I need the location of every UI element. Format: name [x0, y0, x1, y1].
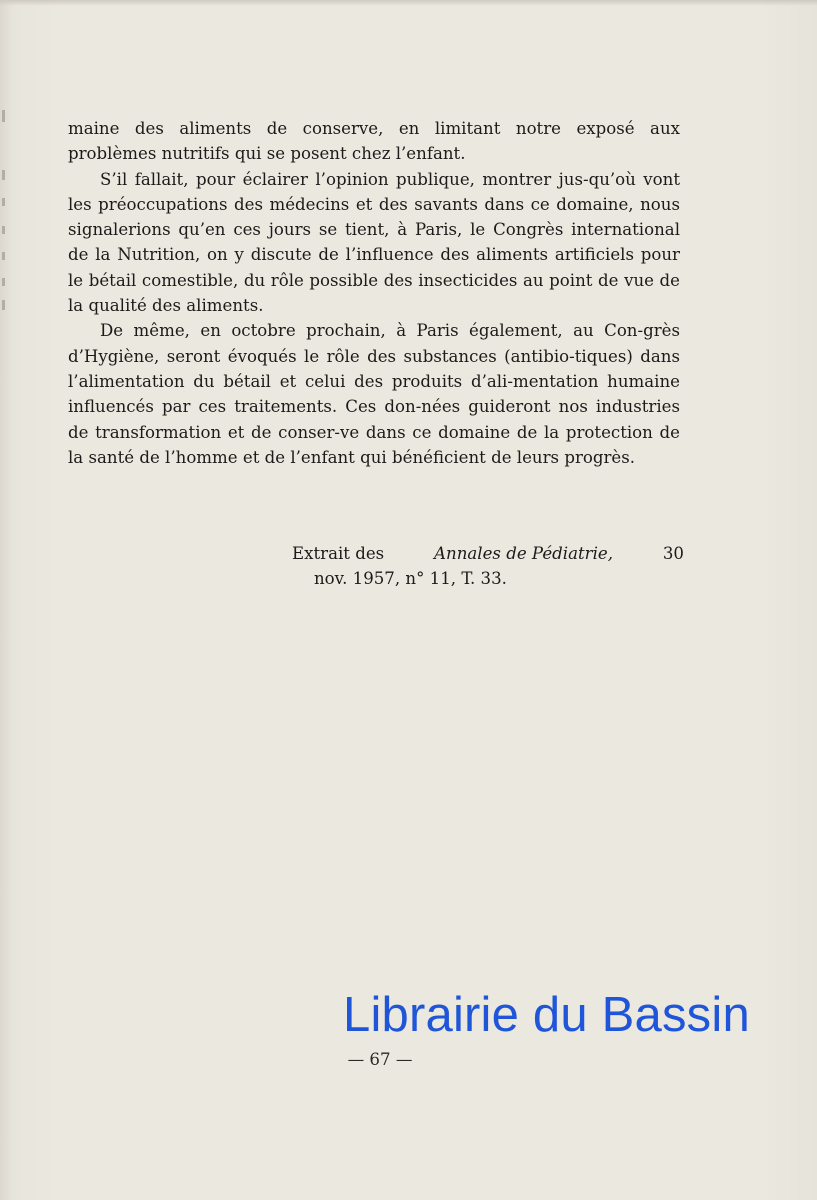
page-number: — 67 —	[347, 1050, 413, 1069]
citation-prefix: Extrait des	[292, 544, 385, 563]
seller-watermark: Librairie du Bassin	[343, 988, 750, 1042]
paragraph-nutrition-congress: S’il fallait, pour éclairer l’opinion publique, montrer jus-qu’où vont les préoccupations des médecins et des savants dans ce domaine, nous signalerions qu’en ces jours se tient, à Paris, le Congrès international de la Nutrition, on y discute de l’influence des aliments artificiels pour le bétail comestible, du rôle possible des insecticides au point de vue de la qualité des aliments.	[68, 169, 680, 316]
paragraph-continuation: maine des aliments de conserve, en limitant notre exposé aux problèmes nutritifs qui se posent chez l’enfant.	[68, 119, 680, 164]
page-top-shadow	[0, 0, 817, 6]
paragraph-hygiene-congress: De même, en octobre prochain, à Paris également, au Con-grès d’Hygiène, seront évoqués le rôle des substances (antibio-tiques) dans l’alimentation du bétail et celui des produits d’ali-mentation humaine influencés par ces traitements. Ces don-nées guideront nos industries de transformation et de conser-ve dans ce domaine de la protection de la santé de l’homme et de l’enfant qui bénéficient de leurs progrès.	[68, 321, 680, 467]
source-citation	[292, 541, 684, 592]
citation-details: nov. 1957, n° 11, T. 33.	[314, 569, 507, 589]
citation-journal: Annales de Pédiatrie,	[434, 544, 613, 563]
page-edge-marks	[0, 100, 10, 330]
body-text	[68, 116, 680, 470]
citation-day: 30	[662, 544, 684, 563]
